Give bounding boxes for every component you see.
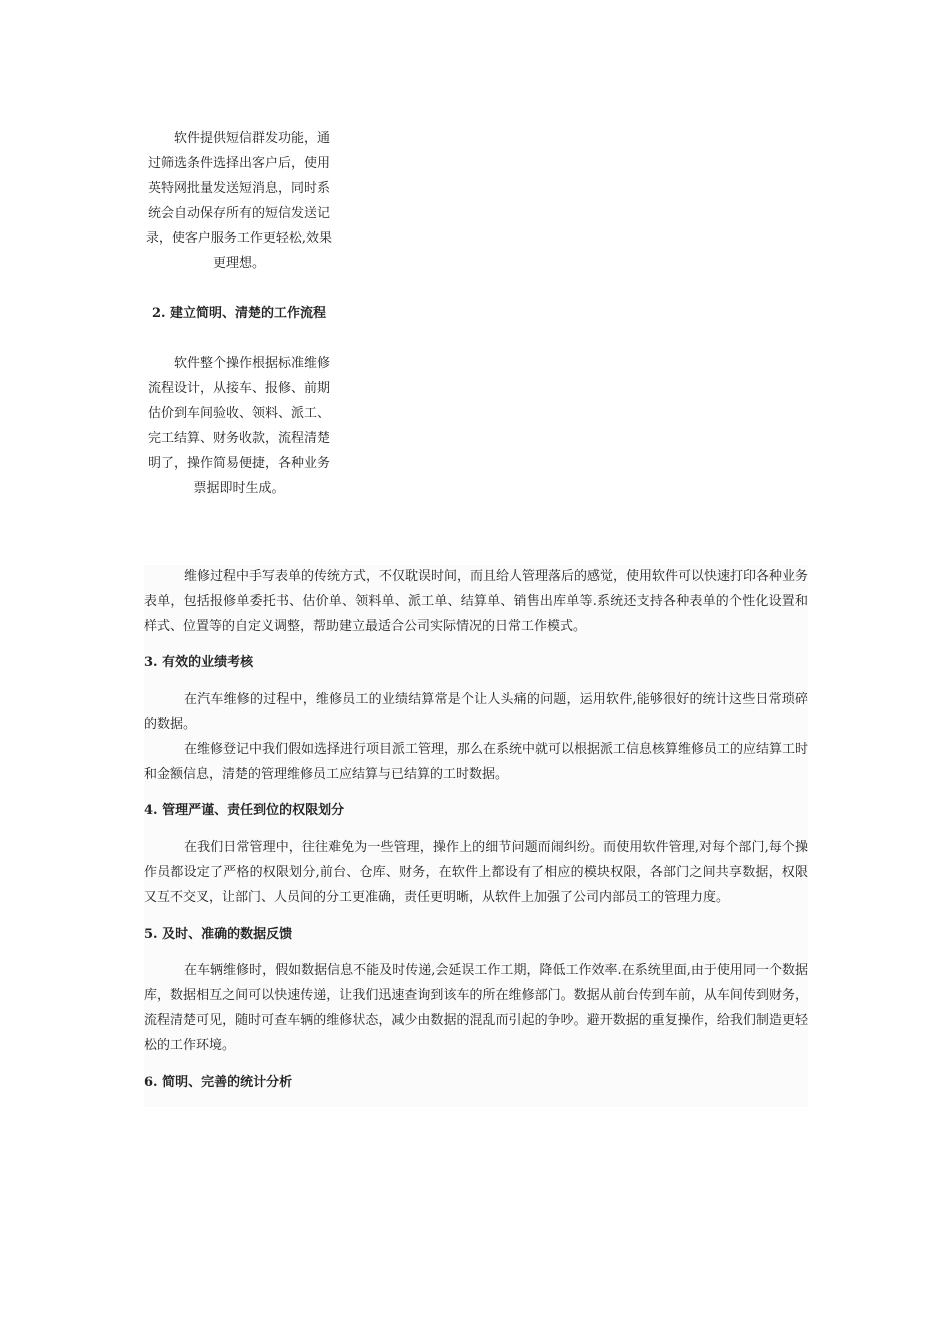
performance-heading: 3. 有效的业绩考核 xyxy=(144,655,254,671)
sms-feature-paragraph: 软件提供短信群发功能，通过筛选条件选择出客户后，使用英特网批量发送短消息，同时系统会自动保存所有的短信发送记录，使客户服务工作更轻松,效果更理想。 xyxy=(145,131,333,271)
forms-paragraph: 维修过程中手写表单的传统方式，不仅耽误时间，而且给人管理落后的感觉，使用软件可以快速打印各种业务表单，包括报修单委托书、估价单、领料单、派工单、结算单、销售出库单等.系统还支持各种表单的个性化设置和样式、位置等的自定义调整，帮助建立最适合公司实际情况的日常工作模式。 xyxy=(144,569,809,634)
workflow-paragraph: 软件整个操作根据标准维修流程设计，从接车、报修、前期估价到车间验收、领料、派工、完工结算、财务收款，流程清楚明了，操作简易便捷，各种业务票据即时生成。 xyxy=(147,356,330,496)
permissions-paragraph: 在我们日常管理中，往往难免为一些管理，操作上的细节问题而闹纠纷。而使用软件管理,对每个部门,每个操作员都设定了严格的权限划分,前台、仓库、财务，在软件上都设有了相应的模块权限，各部门之间共享数据，权限又互不交叉，让部门、人员间的分工更准确，责任更明晰，从软件上加强了公司内部员工的管理力度。 xyxy=(144,840,808,905)
narrow-text-column xyxy=(144,126,334,501)
wide-text-column xyxy=(144,565,808,1107)
workflow-heading: 2. 建立简明、清楚的工作流程 xyxy=(151,306,327,321)
permissions-heading: 4. 管理严谨、责任到位的权限划分 xyxy=(144,803,345,819)
performance-paragraph-2: 在维修登记中我们假如选择进行项目派工管理，那么在系统中就可以根据派工信息核算维修员工的应结算工时和金额信息，清楚的管理维修员工应结算与已结算的工时数据。 xyxy=(144,741,809,782)
performance-paragraph-1: 在汽车维修的过程中，维修员工的业绩结算常是个让人头痛的问题，运用软件,能够很好的统计这些日常琐碎的数据。 xyxy=(144,692,808,732)
data-feedback-heading: 5. 及时、准确的数据反馈 xyxy=(144,926,293,942)
data-feedback-paragraph: 在车辆维修时，假如数据信息不能及时传递,会延误工作工期，降低工作效率.在系统里面,由于使用同一个数据库，数据相互之间可以快速传递，让我们迅速查询到该车的所在维修部门。数据从前台传到车前，从车间传到财务，流程清楚可见，随时可查车辆的维修状态，减少由数据的混乱而引起的争吵。避开数据的重复操作，给我们制造更轻松的工作环境。 xyxy=(144,963,808,1053)
statistics-heading: 6. 简明、完善的统计分析 xyxy=(144,1074,293,1090)
